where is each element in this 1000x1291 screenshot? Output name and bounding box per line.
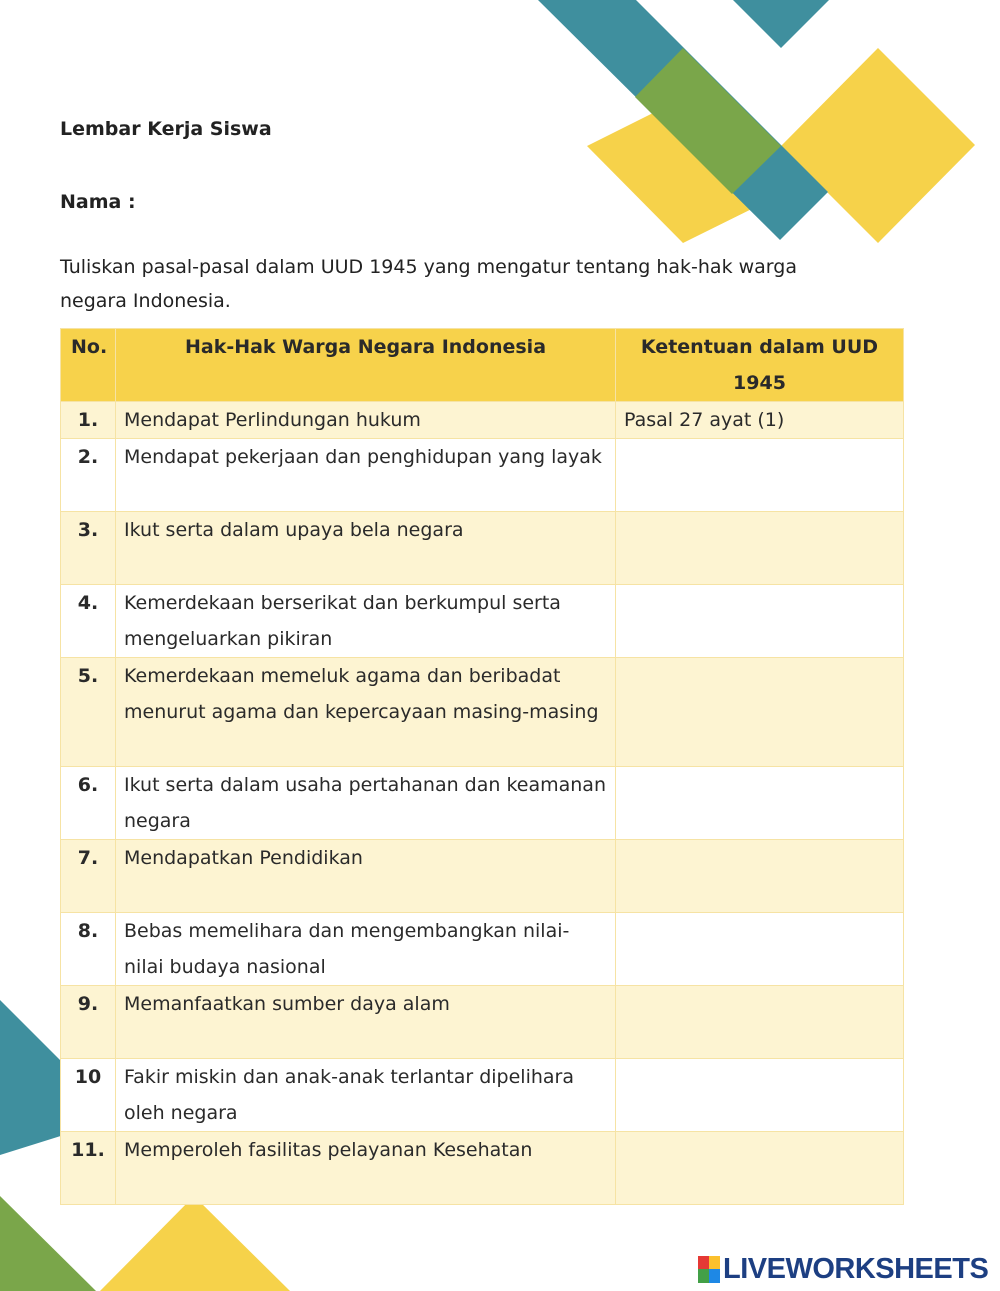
ketentuan-answer-cell[interactable]: Pasal 27 ayat (1) xyxy=(616,402,904,439)
right-description: Ikut serta dalam upaya bela negara xyxy=(116,512,616,585)
ketentuan-answer-cell[interactable] xyxy=(616,1059,904,1132)
yellow-triangle-bottom xyxy=(100,1196,290,1291)
row-number: 1. xyxy=(61,402,116,439)
ketentuan-answer-cell[interactable] xyxy=(616,512,904,585)
row-number: 9. xyxy=(61,986,116,1059)
right-description: Fakir miskin dan anak-anak terlantar dipelihara oleh negara xyxy=(116,1059,616,1132)
row-number: 8. xyxy=(61,913,116,986)
table-header-row xyxy=(61,329,904,402)
row-number: 2. xyxy=(61,439,116,512)
right-description: Kemerdekaan berserikat dan berkumpul serta mengeluarkan pikiran xyxy=(116,585,616,658)
row-number: 10 xyxy=(61,1059,116,1132)
table-row xyxy=(61,512,904,585)
table-row xyxy=(61,585,904,658)
row-number: 7. xyxy=(61,840,116,913)
name-label: Nama : xyxy=(60,191,136,213)
ketentuan-answer-cell[interactable] xyxy=(616,1132,904,1205)
row-number: 5. xyxy=(61,658,116,767)
right-description: Ikut serta dalam usaha pertahanan dan keamanan negara xyxy=(116,767,616,840)
table-row xyxy=(61,767,904,840)
liveworksheets-logo[interactable] xyxy=(698,1254,988,1284)
instruction-text: Tuliskan pasal-pasal dalam UUD 1945 yang mengatur tentang hak-hak warga negara Indonesia. xyxy=(60,256,797,312)
right-description: Mendapat pekerjaan dan penghidupan yang layak xyxy=(116,439,616,512)
right-description: Mendapat Perlindungan hukum xyxy=(116,402,616,439)
logo-text: LIVEWORKSHEETS xyxy=(723,1252,989,1285)
right-description: Mendapatkan Pendidikan xyxy=(116,840,616,913)
rights-table xyxy=(60,328,904,1205)
ketentuan-answer-cell[interactable] xyxy=(616,767,904,840)
header-no: No. xyxy=(61,329,116,402)
right-description: Bebas memelihara dan mengembangkan nilai-nilai budaya nasional xyxy=(116,913,616,986)
ketentuan-answer-cell[interactable] xyxy=(616,585,904,658)
row-number: 11. xyxy=(61,1132,116,1205)
logo-badge-icon xyxy=(698,1256,720,1283)
ketentuan-answer-cell[interactable] xyxy=(616,913,904,986)
table-row xyxy=(61,913,904,986)
table-row xyxy=(61,986,904,1059)
header-ketentuan: Ketentuan dalam UUD 1945 xyxy=(616,329,904,402)
row-number: 4. xyxy=(61,585,116,658)
green-triangle-bottom-left xyxy=(0,1196,96,1291)
row-number: 6. xyxy=(61,767,116,840)
ketentuan-answer-cell[interactable] xyxy=(616,986,904,1059)
header-hak: Hak-Hak Warga Negara Indonesia xyxy=(116,329,616,402)
yellow-diamond-right xyxy=(781,48,975,243)
row-number: 3. xyxy=(61,512,116,585)
ketentuan-answer-cell[interactable] xyxy=(616,658,904,767)
right-description: Memanfaatkan sumber daya alam xyxy=(116,986,616,1059)
table-row xyxy=(61,439,904,512)
table-row xyxy=(61,402,904,439)
table-row xyxy=(61,1059,904,1132)
table-row xyxy=(61,840,904,913)
table-row xyxy=(61,658,904,767)
ketentuan-answer-cell[interactable] xyxy=(616,439,904,512)
worksheet-title: Lembar Kerja Siswa xyxy=(60,118,272,140)
right-description: Kemerdekaan memeluk agama dan beribadat menurut agama dan kepercayaan masing-masing xyxy=(116,658,616,767)
teal-triangle-top xyxy=(733,0,829,48)
ketentuan-answer-cell[interactable] xyxy=(616,840,904,913)
table-row xyxy=(61,1132,904,1205)
right-description: Memperoleh fasilitas pelayanan Kesehatan xyxy=(116,1132,616,1205)
